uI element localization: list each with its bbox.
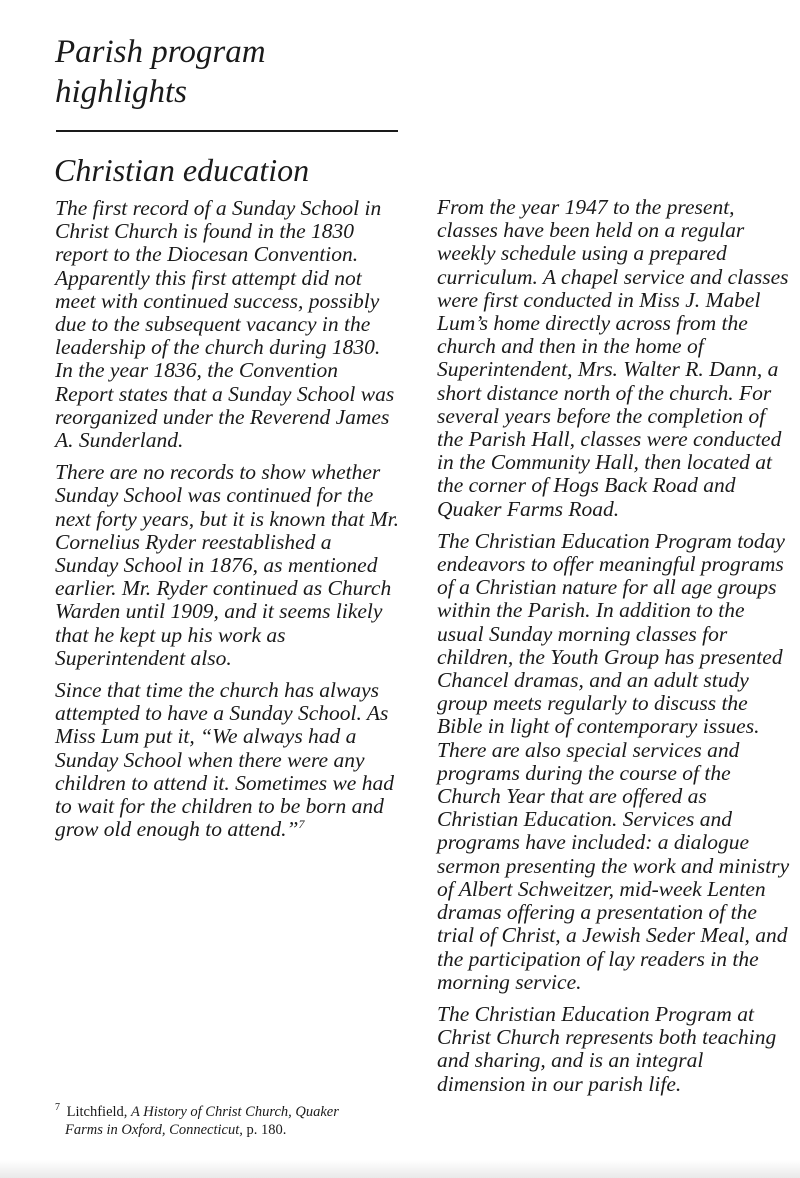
paragraph: The Christian Education Program today endeavors to offer meaningful programs of a Christian nature for all age groups within the Parish. In addition to the usual Sunday morning classes for children, the Youth Group has presented Chancel dramas, and an adult study group meets regularly to discuss the Bible in light of contemporary issues. There are also special services and programs during the course of the Church Year that are offered as Christian Education. Services and programs have included: a dialogue sermon presenting the work and ministry of Albert Schweitzer, mid-week Lenten dramas offering a presentation of the trial of Christ, a Jewish Seder Meal, and the participation of lay readers in the morning service.	[437, 528, 790, 994]
left-column	[55, 197, 400, 850]
footnote-number: 7	[55, 1102, 60, 1114]
page-edge-shadow	[0, 1160, 800, 1178]
right-column	[437, 196, 792, 1105]
paragraph	[55, 679, 400, 841]
footnote-title: A History of Christ Church, Quaker	[131, 1104, 339, 1120]
page-heading: Parish program highlights	[55, 34, 266, 110]
section-title: Christian education	[54, 152, 310, 188]
footnote-page: p. 180.	[246, 1122, 287, 1138]
footnote	[55, 1103, 395, 1139]
paragraph: The first record of a Sunday School in Christ Church is found in the 1830 report to the Diocesan Convention. Apparently this first attempt did not meet with continued success, possibly due to the subsequent vacancy in the leadership of the church during 1830. In the year 1836, the Convention Report states that a Sunday School was reorganized under the Reverend James A. Sunderland.	[55, 196, 395, 453]
paragraph: The Christian Education Program at Christ Church represents both teaching and sharing, and is an integral dimension in our parish life.	[437, 1001, 777, 1096]
footnote-continuation	[55, 1121, 395, 1139]
footnote-title-cont: Farms in Oxford, Connecticut,	[65, 1122, 243, 1138]
heading-divider	[56, 130, 398, 132]
footnote-author: Litchfield,	[66, 1104, 128, 1120]
paragraph-text: Since that time the church has always attempted to have a Sunday School. As Miss Lum put it, “We always had a Sunday School when there were any children to attend it. Sometimes we had to wait for the children to be born and grow old enough to attend.”	[55, 678, 394, 842]
paragraph: There are no records to show whether Sunday School was continued for the next forty years, but it is known that Mr. Cornelius Ryder reestablished a Sunday School in 1876, as mentioned earlier. Mr. Ryder continued as Church Warden until 1909, and it seems likely that he kept up his work as Superintendent also.	[55, 460, 399, 670]
footnote-reference[interactable]: 7	[298, 817, 305, 832]
paragraph: From the year 1947 to the present, classes have been held on a regular weekly schedule using a prepared curriculum. A chapel service and classes were first conducted in Miss J. Mabel Lum’s home directly across from the church and then in the home of Superintendent, Mrs. Walter R. Dann, a short distance north of the church. For several years before the completion of the Parish Hall, classes were conducted in the Community Hall, then located at the corner of Hogs Back Road and Quaker Farms Road.	[437, 195, 789, 521]
